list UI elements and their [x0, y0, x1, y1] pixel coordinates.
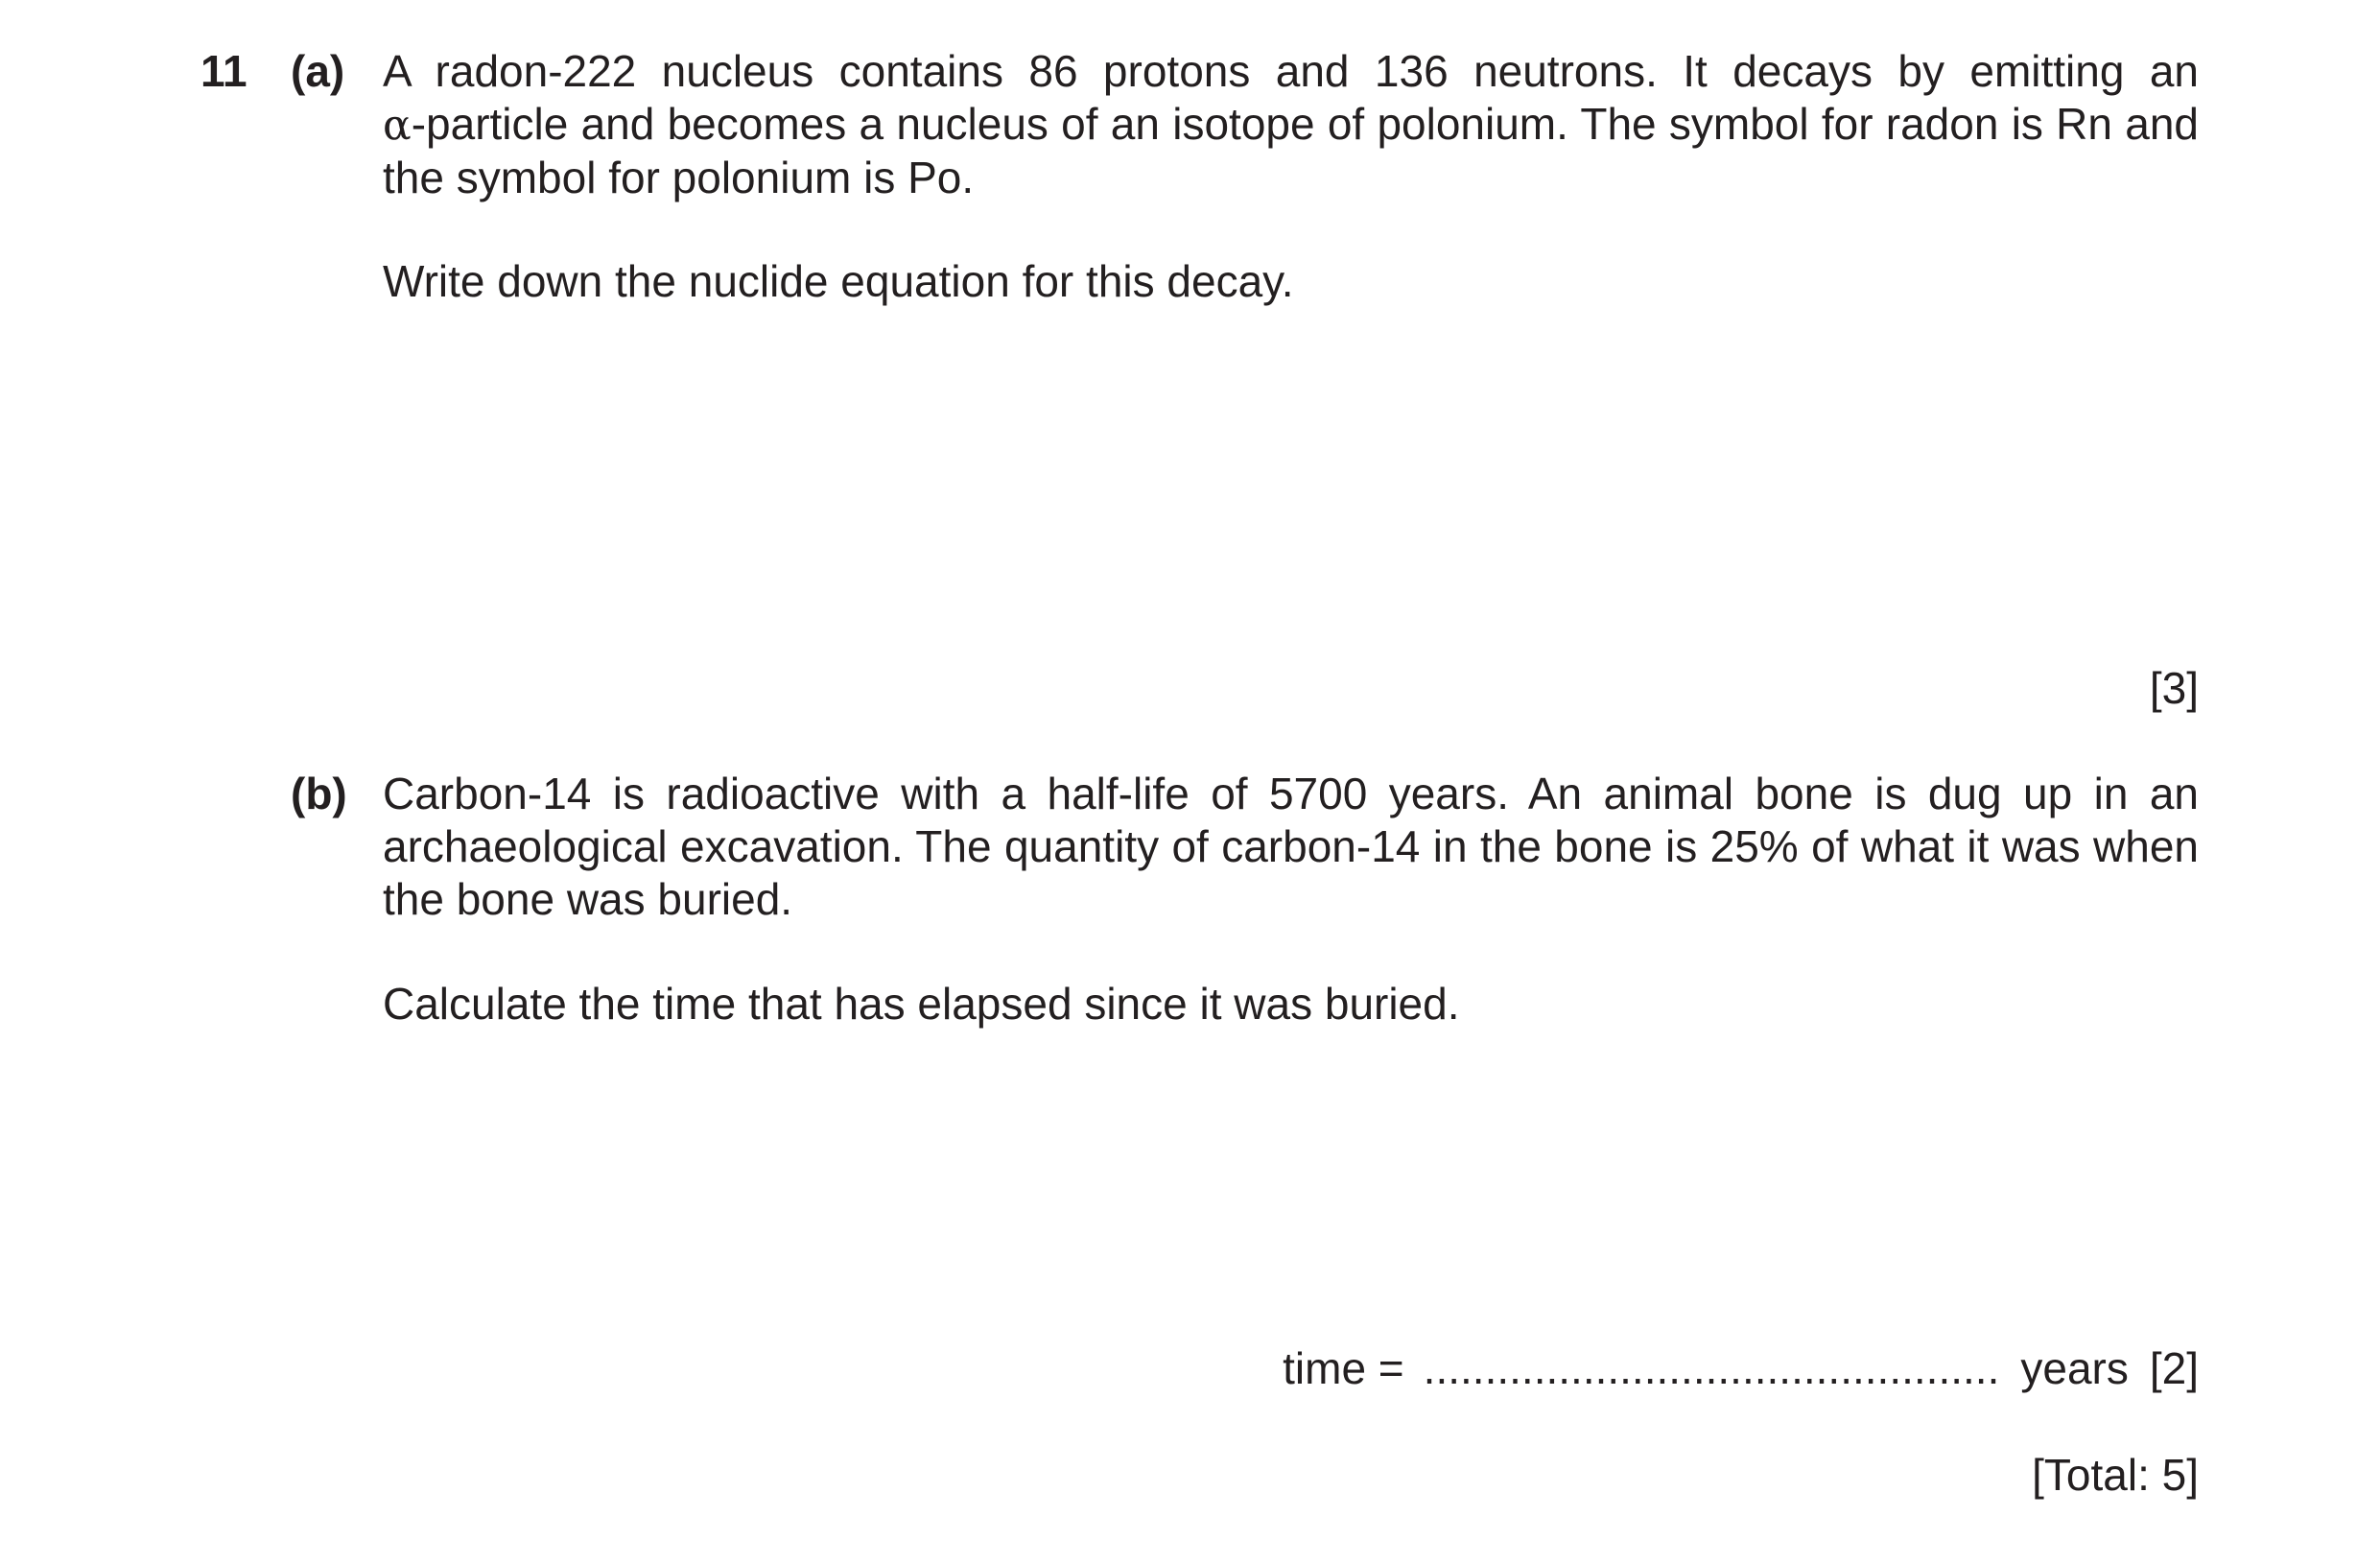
part-b-line-3: the bone was buried.: [383, 874, 793, 924]
part-a-line-3: the symbol for polonium is Po.: [383, 153, 975, 202]
part-a-line-2-text: -particle and becomes a nucleus of an isotope of polonium. The symbol for radon is Rn and: [411, 99, 2199, 149]
part-a-marks: [3]: [2149, 663, 2199, 713]
part-a-text: [383, 45, 2199, 204]
part-b-instruction: Calculate the time that has elapsed since it was buried.: [383, 979, 1460, 1029]
part-a-instruction: Write down the nuclide equation for this decay.: [383, 256, 1294, 306]
part-a-line-2: [383, 98, 2199, 152]
part-b-text: [383, 768, 2199, 926]
part-b-label: (b): [291, 769, 347, 818]
question-number: 11: [200, 46, 247, 96]
alpha-symbol: α: [383, 101, 412, 150]
part-b-line-2: archaeological excavation. The quantity of carbon-14 in the bone is 25% of what it was when: [383, 821, 2199, 871]
part-a-line-1: A radon-222 nucleus contains 86 protons and 136 neutrons. It decays by emitting an: [383, 46, 2199, 96]
total-marks: [Total: 5]: [2032, 1450, 2199, 1500]
part-b-marks: [2]: [2149, 1343, 2199, 1393]
answer-label: time =: [1283, 1343, 1404, 1393]
answer-unit: years: [2020, 1343, 2129, 1393]
part-b-line-1: Carbon-14 is radioactive with a half-life of 5700 years. An animal bone is dug up in an: [383, 769, 2199, 818]
part-a-label: (a): [291, 46, 345, 96]
answer-line: [1283, 1342, 2199, 1395]
answer-field[interactable]: ...............................................: [1423, 1343, 2000, 1393]
